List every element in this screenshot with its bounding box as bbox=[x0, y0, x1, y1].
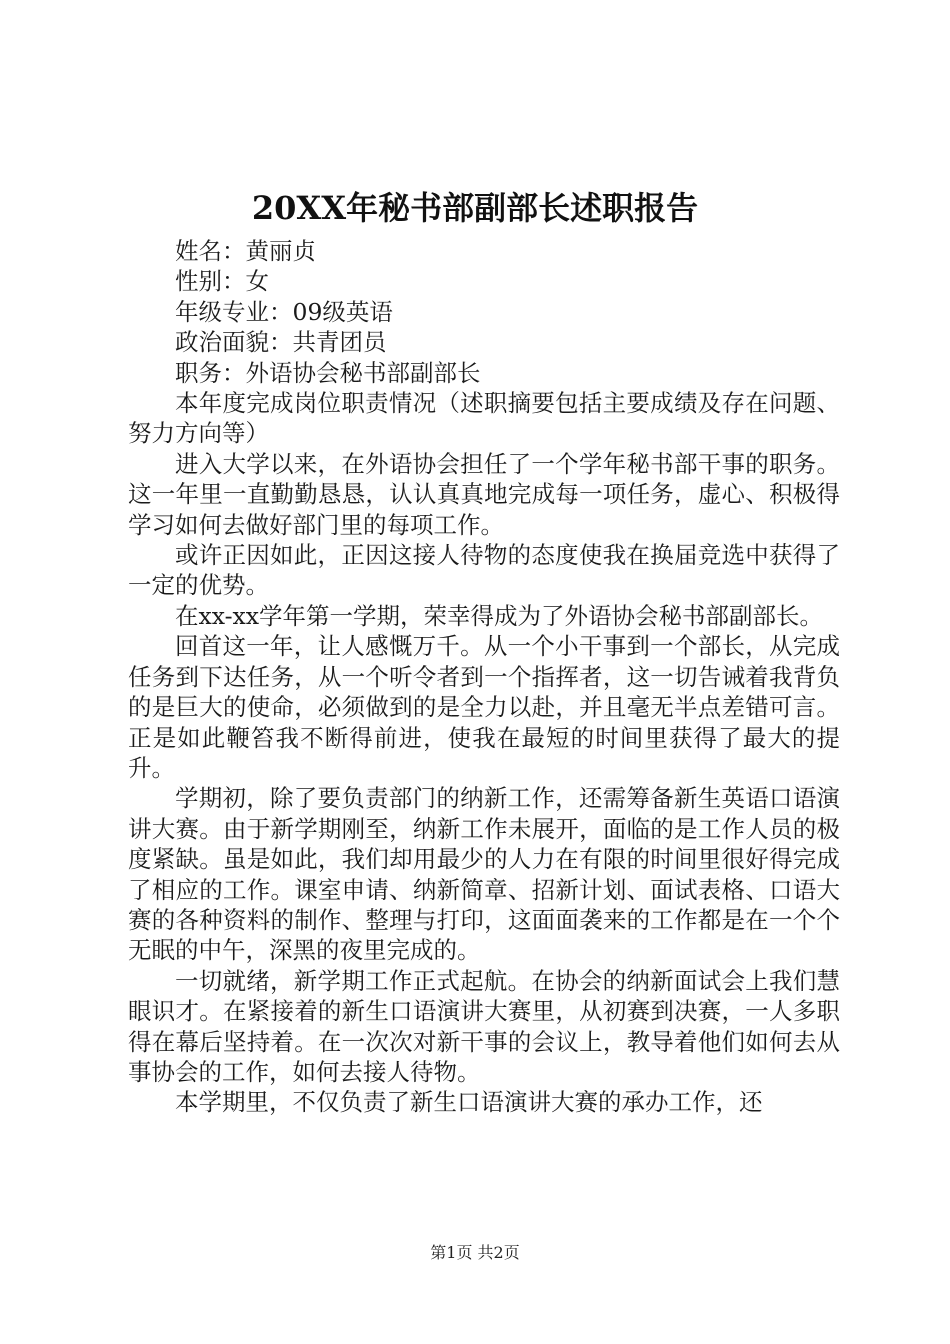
paragraph-grade-major: 年级专业：09级英语 bbox=[175, 297, 393, 326]
paragraph-body: 或许正因如此，正因这接人待物的态度使我在换届竞选中获得了一定的优势。 bbox=[128, 541, 840, 600]
document-body bbox=[128, 236, 840, 1118]
paragraph-gender: 性别：女 bbox=[175, 267, 269, 296]
paragraph-body: 进入大学以来，在外语协会担任了一个学年秘书部干事的职务。这一年里一直勤勤恳恳，认认真真地完成每一项任务，虚心、积极得学习如何去做好部门里的每项工作。 bbox=[128, 449, 840, 539]
paragraph-name: 姓名：黄丽贞 bbox=[175, 237, 316, 265]
paragraph-body: 一切就绪，新学期工作正式起航。在协会的纳新面试会上我们慧眼识才。在紧接着的新生口语演讲大赛里，从初赛到决赛，一人多职得在幕后坚持着。在一次次对新干事的会议上，教导着他们如何去从事协会的工作，如何去接人待物。 bbox=[128, 966, 840, 1086]
paragraph-body: 在xx-xx学年第一学期，荣幸得成为了外语协会秘书部副部长。 bbox=[175, 601, 824, 630]
paragraph-body: 回首这一年，让人感慨万千。从一个小干事到一个部长，从完成任务到下达任务，从一个听令者到一个指挥者，这一切告诫着我背负的是巨大的使命，必须做到的是全力以赴，并且毫无半点差错可言。正是如此鞭笞我不断得前进，使我在最短的时间里获得了最大的提升。 bbox=[128, 632, 840, 782]
paragraph-body: 学期初，除了要负责部门的纳新工作，还需筹备新生英语口语演讲大赛。由于新学期刚至，纳新工作未展开，面临的是工作人员的极度紧缺。虽是如此，我们却用最少的人力在有限的时间里很好得完成了相应的工作。课室申请、纳新简章、招新计划、面试表格、口语大赛的各种资料的制作、整理与打印，这面面袭来的工作都是在一个个无眠的中午，深黑的夜里完成的。 bbox=[128, 784, 840, 965]
document-title: 20XX年秘书部副部长述职报告 bbox=[251, 189, 699, 227]
paragraph-position: 职务：外语协会秘书部副部长 bbox=[175, 358, 481, 387]
paragraph-political-status: 政治面貌：共青团员 bbox=[175, 328, 387, 357]
paragraph-body: 本学期里，不仅负责了新生口语演讲大赛的承办工作，还 bbox=[175, 1088, 763, 1117]
page-footer: 第1页 共2页 bbox=[430, 1243, 520, 1262]
paragraph-summary-heading: 本年度完成岗位职责情况（述职摘要包括主要成绩及存在问题、努力方向等） bbox=[128, 389, 840, 448]
